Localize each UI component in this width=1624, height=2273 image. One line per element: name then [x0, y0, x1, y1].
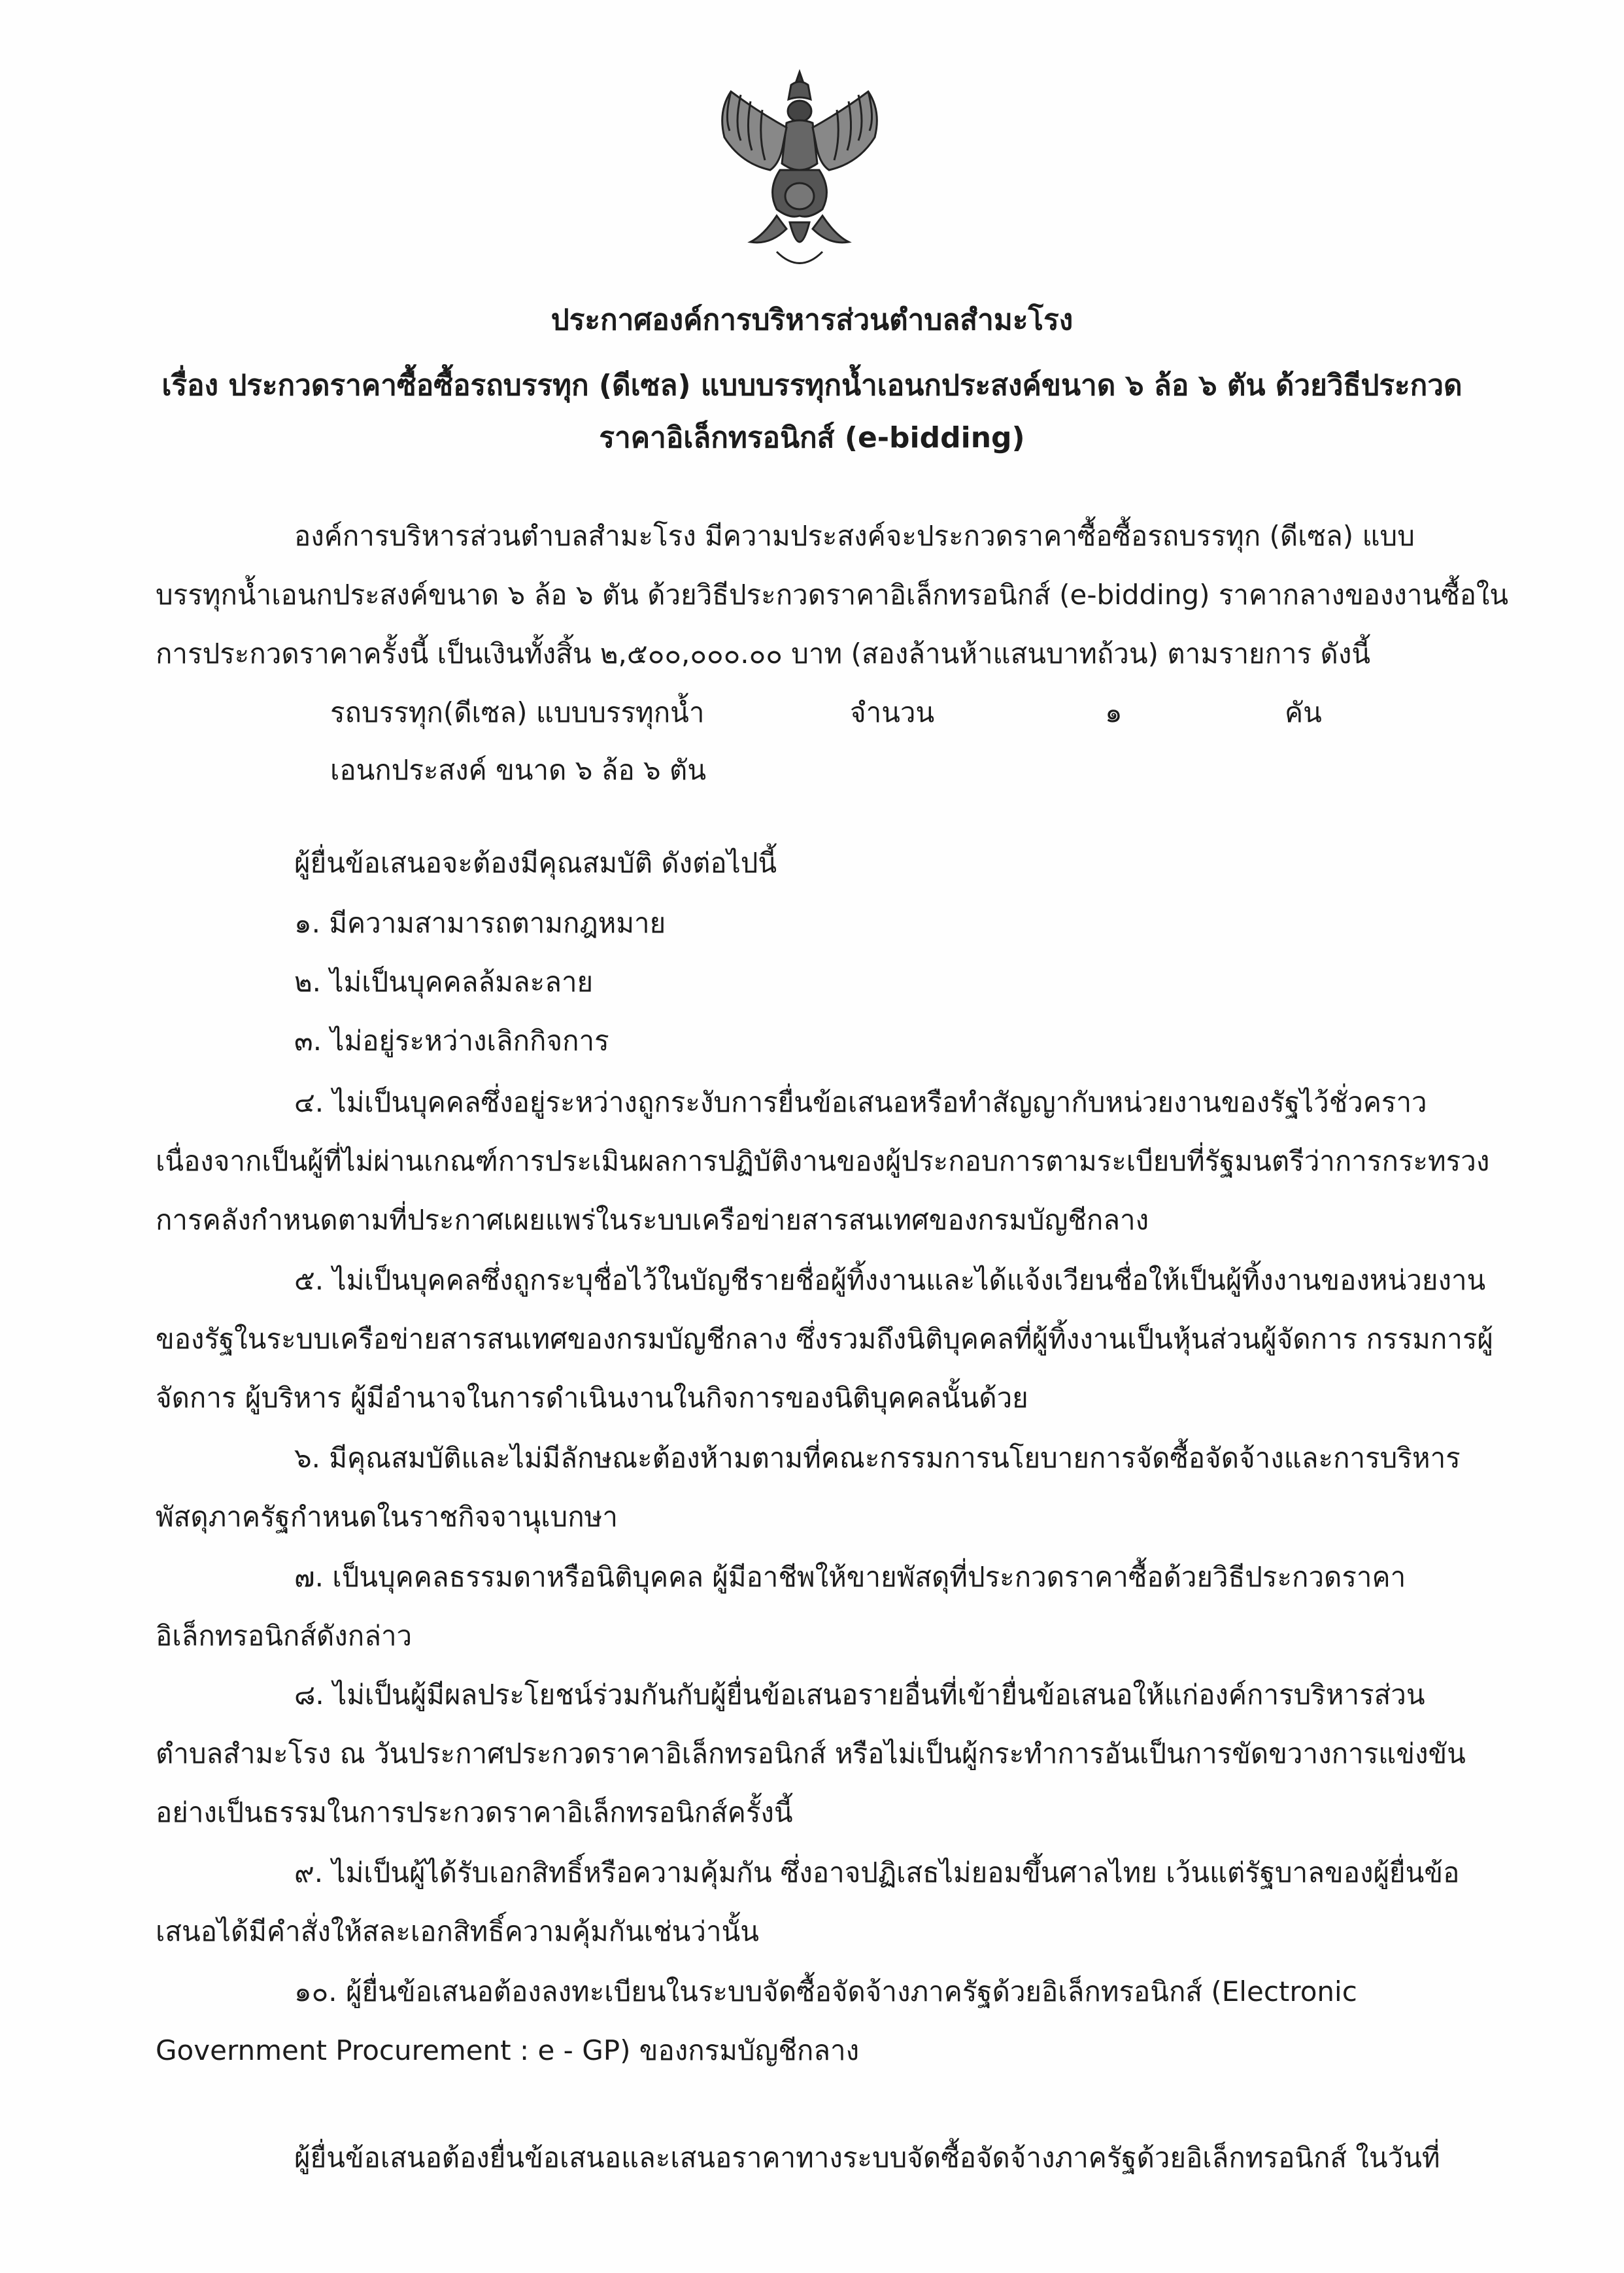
qualification-line: Government Procurement : e - GP) ของกรมบัญชีกลาง	[156, 2034, 860, 2066]
qualification-line: ๑. มีความสามารถตามกฎหมาย	[294, 907, 666, 939]
announcement-subject-line-2: ราคาอิเล็กทรอนิกส์ (e-bidding)	[599, 421, 1025, 454]
qualification-line: ๓. ไม่อยู่ระหว่างเลิกกิจการ	[294, 1025, 609, 1057]
item-unit: คัน	[1285, 696, 1322, 728]
qualification-line: อิเล็กทรอนิกส์ดังกล่าว	[156, 1620, 413, 1652]
qualification-line: ๑๐. ผู้ยื่นข้อเสนอต้องลงทะเบียนในระบบจัดซื้อจัดจ้างภาครัฐด้วยอิเล็กทรอนิกส์ (Electronic	[294, 1975, 1357, 2008]
qualification-line: ๗. เป็นบุคคลธรรมดาหรือนิติบุคคล ผู้มีอาชีพให้ขายพัสดุที่ประกวดราคาซื้อด้วยวิธีประกวดราคา	[294, 1561, 1406, 1593]
item-qty: ๑	[1105, 696, 1123, 728]
intro-line-2: บรรทุกน้ำเอนกประสงค์ขนาด ๖ ล้อ ๖ ตัน ด้วยวิธีประกวดราคาอิเล็กทรอนิกส์ (e-bidding) ราคากลางของงานซื้อใน	[156, 579, 1509, 611]
announcement-subject-line-1: เรื่อง ประกวดราคาซื้อซื้อรถบรรทุก (ดีเซล) แบบบรรทุกน้ำเอนกประสงค์ขนาด ๖ ล้อ ๖ ตัน ด้วยวิธีประกวด	[161, 369, 1463, 402]
qualification-line: ๔. ไม่เป็นบุคคลซึ่งอยู่ระหว่างถูกระงับการยื่นข้อเสนอหรือทำสัญญากับหน่วยงานของรัฐไว้ชั่วคราว	[294, 1086, 1427, 1118]
item-name-line-1: รถบรรทุก(ดีเซล) แบบบรรทุกน้ำ	[330, 696, 705, 728]
qualifications-heading: ผู้ยื่นข้อเสนอจะต้องมีคุณสมบัติ ดังต่อไปนี้	[294, 847, 777, 879]
qualification-line: ๒. ไม่เป็นบุคคลล้มละลาย	[294, 966, 594, 998]
item-qty-label: จำนวน	[850, 696, 935, 728]
qualification-line: จัดการ ผู้บริหาร ผู้มีอำนาจในการดำเนินงานในกิจการของนิติบุคคลนั้นด้วย	[156, 1382, 1028, 1414]
qualification-line: พัสดุภาครัฐกำหนดในราชกิจจานุเบกษา	[156, 1501, 618, 1533]
qualification-line: ๘. ไม่เป็นผู้มีผลประโยชน์ร่วมกันกับผู้ยื่นข้อเสนอรายอื่นที่เข้ายื่นข้อเสนอให้แก่องค์การบริหารส่วน	[294, 1679, 1425, 1711]
garuda-emblem-icon	[705, 65, 894, 281]
qualification-line: ของรัฐในระบบเครือข่ายสารสนเทศของกรมบัญชีกลาง ซึ่งรวมถึงนิติบุคคลที่ผู้ทิ้งงานเป็นหุ้นส่วนผู้จัดการ กรรมการผู้	[156, 1323, 1494, 1355]
qualification-line: การคลังกำหนดตามที่ประกาศเผยแพร่ในระบบเครือข่ายสารสนเทศของกรมบัญชีกลาง	[156, 1204, 1149, 1236]
intro-line-3: การประกวดราคาครั้งนี้ เป็นเงินทั้งสิ้น ๒,๕๐๐,๐๐๐.๐๐ บาท (สองล้านห้าแสนบาทถ้วน) ตามรายการ ดังนี้	[156, 638, 1371, 670]
intro-line-1: องค์การบริหารส่วนตำบลสำมะโรง มีความประสงค์จะประกวดราคาซื้อซื้อรถบรรทุก (ดีเซล) แบบ	[294, 520, 1415, 552]
qualification-line: อย่างเป็นธรรมในการประกวดราคาอิเล็กทรอนิกส์ครั้งนี้	[156, 1796, 793, 1828]
qualification-line: ๙. ไม่เป็นผู้ได้รับเอกสิทธิ์หรือความคุ้มกัน ซึ่งอาจปฏิเสธไม่ยอมขึ้นศาลไทย เว้นแต่รัฐบาลของผู้ยื่นข้อ	[294, 1856, 1460, 1888]
qualification-line: เสนอได้มีคำสั่งให้สละเอกสิทธิ์ความคุ้มกันเช่นว่านั้น	[156, 1915, 759, 1947]
announcement-title: ประกาศองค์การบริหารส่วนตำบลสำมะโรง	[550, 303, 1074, 337]
qualification-line: ตำบลสำมะโรง ณ วันประกาศประกวดราคาอิเล็กทรอนิกส์ หรือไม่เป็นผู้กระทำการอันเป็นการขัดขวางการแข่งขัน	[156, 1737, 1466, 1769]
qualification-line: เนื่องจากเป็นผู้ที่ไม่ผ่านเกณฑ์การประเมินผลการปฏิบัติงานของผู้ประกอบการตามระเบียบที่รัฐมนตรีว่าการกระทรวง	[156, 1145, 1490, 1177]
closing-line: ผู้ยื่นข้อเสนอต้องยื่นข้อเสนอและเสนอราคาทางระบบจัดซื้อจัดจ้างภาครัฐด้วยอิเล็กทรอนิกส์ ในวันที่	[294, 2142, 1440, 2174]
item-name-line-2: เอนกประสงค์ ขนาด ๖ ล้อ ๖ ตัน	[330, 754, 707, 786]
qualification-line: ๕. ไม่เป็นบุคคลซึ่งถูกระบุชื่อไว้ในบัญชีรายชื่อผู้ทิ้งงานและได้แจ้งเวียนชื่อให้เป็นผู้ทิ้งงานของหน่วยงาน	[294, 1264, 1486, 1296]
qualification-line: ๖. มีคุณสมบัติและไม่มีลักษณะต้องห้ามตามที่คณะกรรมการนโยบายการจัดซื้อจัดจ้างและการบริหาร	[294, 1442, 1461, 1474]
